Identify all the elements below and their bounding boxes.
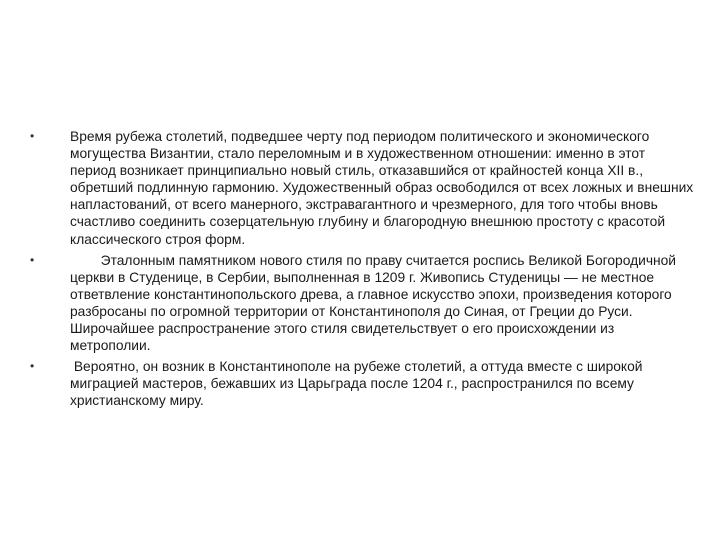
bullet-dot-icon: •: [30, 129, 35, 143]
bullet-item-1: [30, 128, 694, 248]
bullet-text: Эталонным памятником нового стиля по праву считается роспись Великой Богородичной церкви в Студенице, в Сербии, выполненная в 1209 г. Живопись Студеницы — не местное ответвление константинопольского древа, а главное искусство эпохи, произведения которого разбросаны по огромной территории от Константинополя до Синая, от Греции до Руси. Широчайшее распространение этого стиля свидетельствует о его происхождении из метрополии.: [70, 252, 680, 354]
bullet-text: Время рубежа столетий, подведшее черту под периодом политического и экономического могущества Византии, стало переломным и в художественном отношении: именно в этот период возникает принципиально новый стиль, отказавшийся от крайностей конца XII в., обретший подлинную гармонию. Художественный образ освободился от всех ложных и внешних напластований, от всего манерного, экстравагантного и чрезмерного, для того чтобы вновь счастливо соединить созерцательную глубину и благородную внешнюю простоту с красотой классического строя форм.: [70, 129, 694, 247]
bullet-item-2: [30, 252, 694, 355]
bullet-list: [30, 128, 694, 414]
bullet-text: Вероятно, он возник в Константинополе на рубеже столетий, а оттуда вместе с широкой миграцией мастеров, бежавших из Царьграда после 1204 г., распространился по всему христианскому миру.: [70, 359, 647, 409]
bullet-dot-icon: •: [30, 359, 35, 374]
bullet-item-3: [30, 358, 694, 409]
bullet-dot-icon: •: [30, 252, 35, 267]
